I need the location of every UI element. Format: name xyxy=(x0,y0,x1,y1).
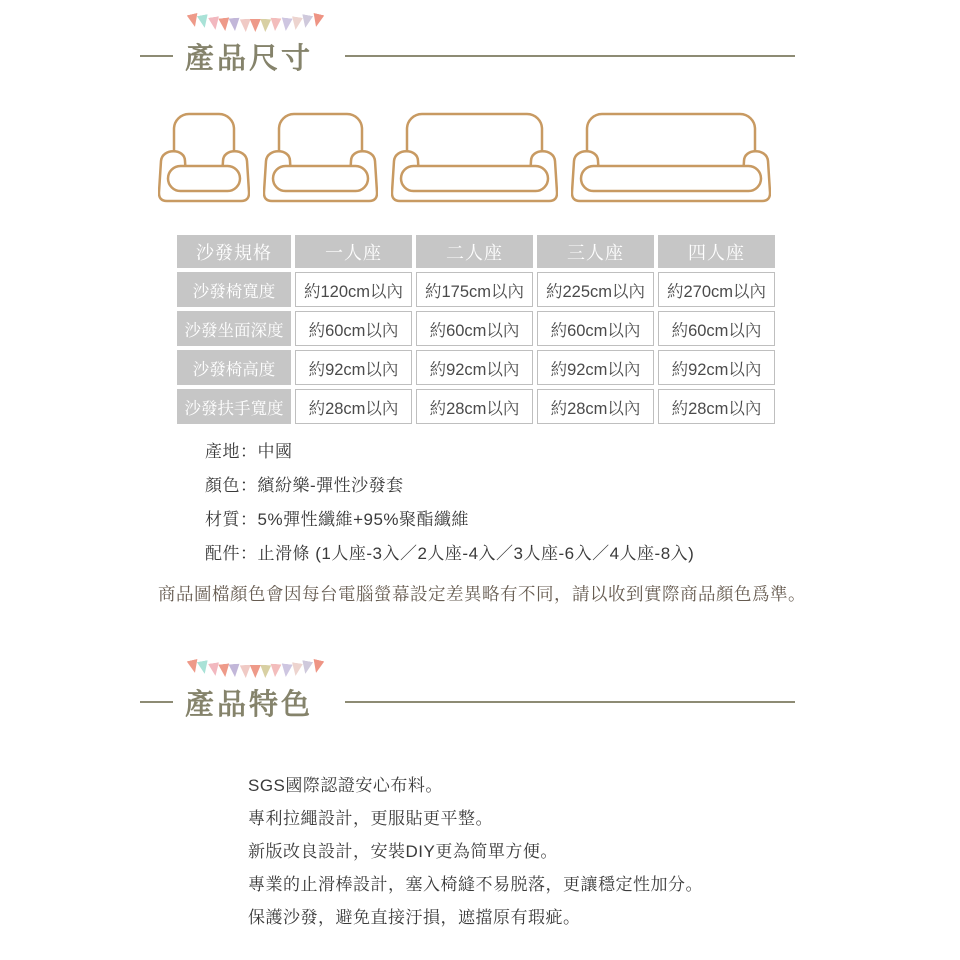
pennant-flag-icon xyxy=(270,18,282,32)
table-cell: 約28cm以內 xyxy=(295,389,412,424)
pennant-flag-icon xyxy=(239,19,250,32)
pennant-flag-icon xyxy=(310,13,324,28)
table-cell: 約270cm以內 xyxy=(658,272,775,307)
table-cell: 約28cm以內 xyxy=(537,389,654,424)
pennant-flag-icon xyxy=(270,664,282,678)
feature-item: 新版改良設計，安裝DIY更為简單方便。 xyxy=(248,842,558,861)
dimensions-section-title: 產品尺寸 xyxy=(185,43,314,75)
dimensions-section-header xyxy=(140,16,800,76)
header-right-divider xyxy=(345,701,795,703)
detail-line: 顏色：繽紛樂-彈性沙發套 xyxy=(205,476,404,495)
pennant-flag-icon xyxy=(250,19,261,32)
pennant-flag-icon xyxy=(290,662,303,677)
product-details xyxy=(205,435,694,571)
table-cell: 約60cm以內 xyxy=(416,311,533,346)
table-cell: 約28cm以內 xyxy=(416,389,533,424)
sofa-4-seater-icon xyxy=(571,111,771,206)
table-corner-header: 沙發規格 xyxy=(177,235,291,268)
pennant-flag-icon xyxy=(218,17,230,31)
table-cell: 約175cm以內 xyxy=(416,272,533,307)
feature-item: SGS國際認證安心布料。 xyxy=(248,776,443,795)
table-column-header: 一人座 xyxy=(295,235,412,268)
pennant-flag-icon xyxy=(208,662,221,677)
feature-item: 專利拉繩設計，更服貼更平整。 xyxy=(248,809,493,828)
features-section-title: 產品特色 xyxy=(185,689,314,721)
table-cell: 約60cm以內 xyxy=(537,311,654,346)
detail-line: 產地：中國 xyxy=(205,442,293,461)
pennant-flag-icon xyxy=(310,659,324,674)
pennant-flag-icon xyxy=(250,665,261,678)
sofa-1-seater-icon xyxy=(158,111,250,206)
color-disclaimer-text: 商品圖檔顏色會因每台電腦螢幕設定差異略有不同，請以收到實際商品顏色爲準。 xyxy=(158,584,806,604)
features-section-header xyxy=(140,662,800,722)
pennant-flag-icon xyxy=(187,659,201,674)
pennant-flag-icon xyxy=(260,19,271,32)
pennant-flag-icon xyxy=(218,663,230,677)
header-left-divider xyxy=(140,55,173,57)
table-cell: 約92cm以內 xyxy=(658,350,775,385)
pennant-flag-icon xyxy=(300,14,313,29)
table-row xyxy=(177,272,775,307)
pennant-flag-icon xyxy=(229,18,241,32)
sofa-2-seater-icon xyxy=(263,111,378,206)
table-column-header: 二人座 xyxy=(416,235,533,268)
pennant-flag-icon xyxy=(260,665,271,678)
bunting-flags-icon xyxy=(188,660,328,682)
table-column-header: 三人座 xyxy=(537,235,654,268)
table-row-label: 沙發椅寬度 xyxy=(177,272,291,307)
sofa-spec-table xyxy=(173,231,779,428)
table-row-label: 沙發扶手寬度 xyxy=(177,389,291,424)
pennant-flag-icon xyxy=(280,17,292,31)
table-row xyxy=(177,350,775,385)
table-cell: 約92cm以內 xyxy=(295,350,412,385)
table-cell: 約28cm以內 xyxy=(658,389,775,424)
header-right-divider xyxy=(345,55,795,57)
pennant-flag-icon xyxy=(197,660,210,675)
table-column-header: 四人座 xyxy=(658,235,775,268)
table-cell: 約60cm以內 xyxy=(658,311,775,346)
feature-item: 專業的止滑棒設計，塞入椅縫不易脱落，更讓穩定性加分。 xyxy=(248,875,703,894)
pennant-flag-icon xyxy=(239,665,250,678)
detail-line: 配件：止滑條 (1人座-3入／2人座-4入／3人座-6入／4人座-8入) xyxy=(205,544,695,563)
pennant-flag-icon xyxy=(197,14,210,29)
pennant-flag-icon xyxy=(187,13,201,28)
sofa-3-seater-icon xyxy=(391,111,558,206)
pennant-flag-icon xyxy=(300,660,313,675)
bunting-flags-icon xyxy=(188,14,328,36)
pennant-flag-icon xyxy=(290,16,303,31)
detail-line: 材質：5%彈性纖維+95%聚酯纖維 xyxy=(205,510,470,529)
pennant-flag-icon xyxy=(208,16,221,31)
table-cell: 約120cm以內 xyxy=(295,272,412,307)
table-cell: 約92cm以內 xyxy=(537,350,654,385)
feature-list xyxy=(248,769,703,934)
table-cell: 約60cm以內 xyxy=(295,311,412,346)
table-cell: 約92cm以內 xyxy=(416,350,533,385)
header-left-divider xyxy=(140,701,173,703)
table-row xyxy=(177,389,775,424)
pennant-flag-icon xyxy=(229,664,241,678)
table-row xyxy=(177,311,775,346)
table-cell: 約225cm以內 xyxy=(537,272,654,307)
feature-item: 保護沙發，避免直接汙損，遮擋原有瑕疵。 xyxy=(248,908,581,927)
table-row-label: 沙發椅高度 xyxy=(177,350,291,385)
sofa-size-illustrations xyxy=(158,110,798,206)
table-row-label: 沙發坐面深度 xyxy=(177,311,291,346)
pennant-flag-icon xyxy=(280,663,292,677)
